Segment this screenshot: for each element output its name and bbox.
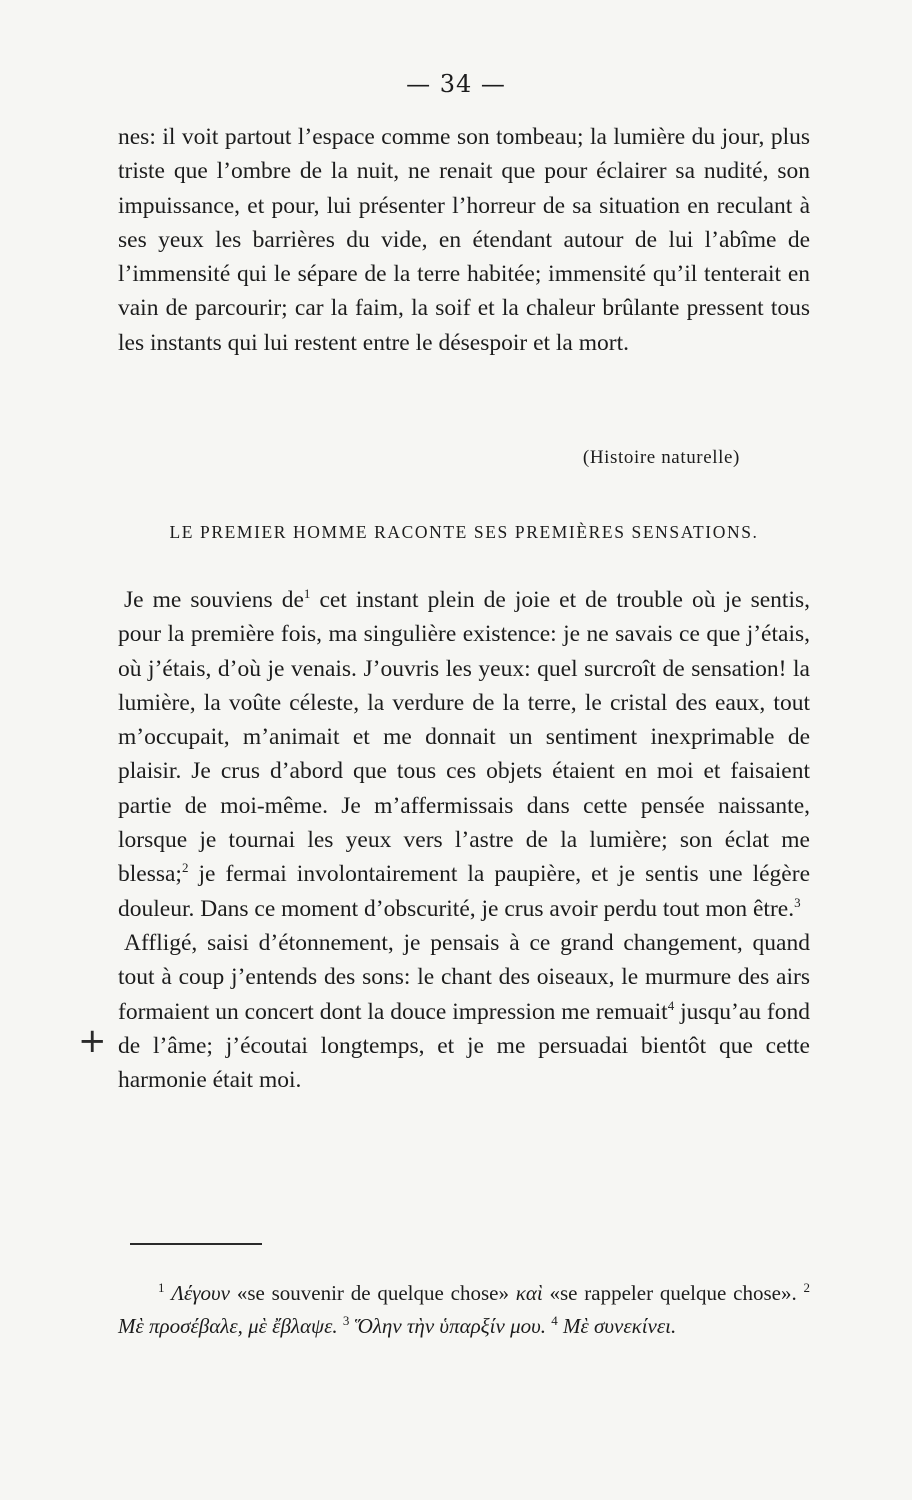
source-citation: (Histoire naturelle): [582, 447, 740, 468]
page-number: — 34 —: [406, 70, 506, 98]
footnote-number-4: 4: [551, 1313, 558, 1328]
top-paragraph: [118, 120, 810, 360]
footnotes: [118, 1277, 810, 1343]
footnote-1-greek-b: καὶ: [515, 1281, 543, 1305]
footnote-number-2: 2: [803, 1280, 811, 1295]
footnote-ref-3: 3: [794, 894, 801, 910]
top-paragraph-text: nes: il voit partout l’espace comme son tombeau; la lumière du jour, plus triste que l’ombre de la nuit, ne renait que pour éclairer sa nudité, son impuissance, et pour, lui présenter l’horreur de sa situation en reculant à ses yeux les barrières du vide, en étendant autour de lui l’abîme de l’immensité qui le sépare de la terre habitée; immensité qu’il tenterait en vain de parcourir; car la faim, la soif et la chaleur brûlante pressent tous les instants qui lui restent entre le désespoir et la mort.: [118, 124, 810, 356]
footnote-block: [118, 1277, 810, 1343]
paragraph-1-part-c: je fermai involontairement la paupière, et je sentis une légère douleur. Dans ce moment d’obscurité, je crus avoir perdu tout mon être.: [118, 861, 810, 922]
footnote-number-3: 3: [342, 1313, 350, 1328]
footnote-number-1: 1: [158, 1280, 165, 1295]
footnote-4-greek: Μὲ συνεκίνει.: [563, 1314, 677, 1338]
footnote-ref-1: 1: [303, 586, 311, 602]
footnote-1-greek-a: Λέγουν: [171, 1281, 231, 1305]
footnote-1-text-a: «se souvenir de quelque chose»: [230, 1281, 516, 1305]
paragraph-1-part-b: cet instant plein de joie et de trouble où je sentis, pour la première fois, ma singulière existence: je ne savais ce que j’étais, où j’étais, d’où je venais. J’ouvris les yeux: quel surcroît de sensation! la lumière, la voûte céleste, la verdure de la terre, le cristal des eaux, tout m’occupait, m’animait et me donnait un sentiment inexprimable de plaisir. Je crus d’abord que tous ces objets étaient en moi et faisaient partie de moi-même. Je m’affermissais dans cette pensée naissante, lorsque je tournai les yeux vers l’astre de la lumière; son éclat me blessa;: [118, 587, 811, 888]
paragraph-1: [118, 583, 810, 926]
footnote-divider: [130, 1243, 262, 1245]
handwritten-cross-mark: +: [78, 1021, 107, 1061]
footnote-1-text-b: «se rappeler quelque chose».: [542, 1281, 804, 1305]
main-text: [118, 583, 810, 1097]
paragraph-2-part-a: Affligé, saisi d’étonnement, je pensais à ce grand changement, quand tout à coup j’entends des sons: le chant des oiseaux, le murmure des airs formaient un concert dont la douce impression me remuait: [118, 929, 810, 1025]
footnote-2-greek: Μὲ προσέβαλε, μὲ ἔβλαψε.: [118, 1314, 338, 1338]
paragraph-2-part-b: jusqu’au fond de l’âme; j’écoutai longtemps, et je me persuadai bientôt que cette harmonie était moi.: [118, 998, 810, 1094]
paragraph-2: [118, 926, 810, 1097]
footnote-ref-4: 4: [667, 997, 675, 1013]
section-title: LE PREMIER HOMME RACONTE SES PREMIÈRES SENSATIONS.: [169, 522, 759, 542]
paragraph-1-part-a: Je me souviens de: [124, 587, 304, 613]
footnote-3-greek: Ὅλην τὴν ὑπαρξίν μου.: [354, 1314, 547, 1338]
footnote-ref-2: 2: [181, 860, 189, 876]
